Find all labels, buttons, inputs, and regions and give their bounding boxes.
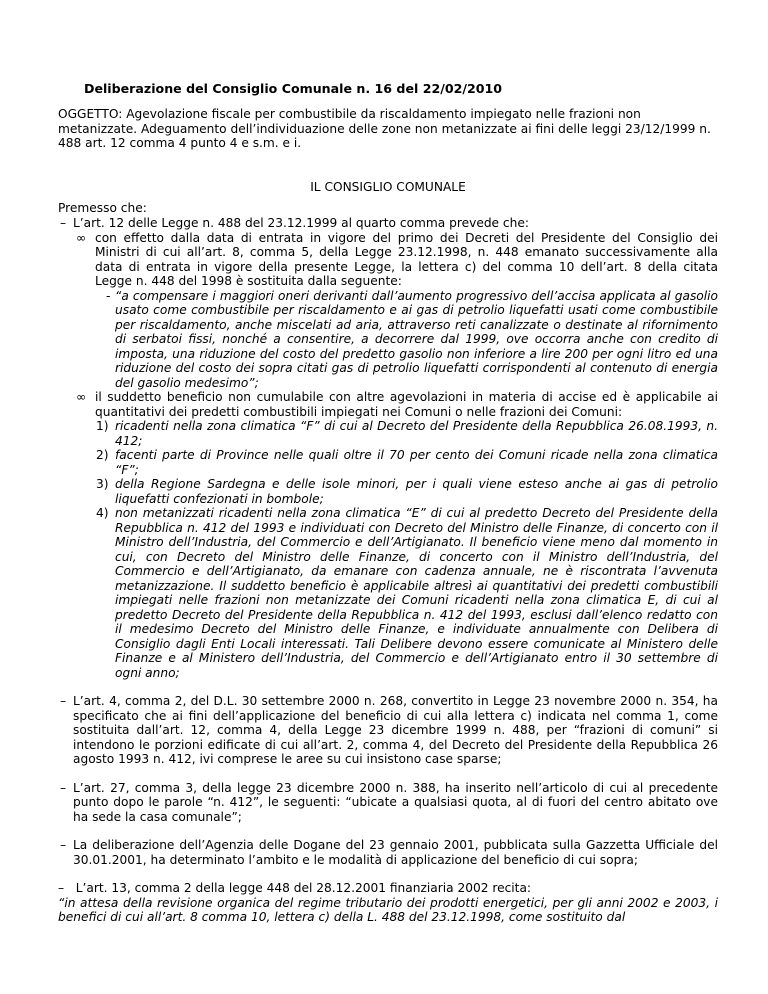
premise-text: L’art. 4, comma 2, del D.L. 30 settembre 2000 n. 268, convertito in Legge 23 novembre 2000 n. 354, ha specificato che ai fini dell’applicazione del beneficio di cui alla lettera c) indicata nel comma 1, come sostituita dall’art. 12, comma 4, della Legge 23 dicembre 1999 n. 488, per “frazioni di comuni” si intendono le porzioni edificate di cui all’art. 2, comma 4, del Decreto del Presidente della Repubblica 26 agosto 1993 n. 412, ivi comprese le aree su cui insistono case sparse;: [73, 694, 718, 766]
bullet-item-1: [58, 231, 718, 289]
numbered-text: della Regione Sardegna e delle isole minori, per i quali viene esteso anche ai gas di petrolio liquefatti confezionati in bombole;: [115, 477, 718, 506]
premise-text: L’art. 12 delle Legge n. 488 del 23.12.1999 al quarto comma prevede che:: [73, 216, 529, 230]
dash-marker: –: [60, 780, 67, 795]
numbered-item-4: [58, 506, 718, 680]
dash-marker: –: [60, 694, 67, 708]
number-marker: 2): [96, 448, 109, 462]
premesso-label: Premesso che:: [58, 201, 147, 215]
quote-text: “in attesa della revisione organica del regime tributario dei prodotti energetici, per gli anni 2002 e 2003, i benefici di cui all’art. 8 comma 10, lettera c) della L. 488 del 23.12.1998, come sostituito dal: [58, 895, 718, 924]
bullet-item-2: [58, 390, 718, 419]
premise-item-3: [58, 781, 718, 825]
bullet-text: con effetto dalla data di entrata in vigore del primo dei Decreti del Presidente del Consiglio dei Ministri di cui all’art. 8, comma 5, della Legge 23.12.1998, n. 448 emanato successivamente alla data di entrata in vigore della presente Legge, la lettera c) del comma 10 dell’art. 8 della citata Legge n. 448 del 1998 è sostituita dalla seguente:: [95, 230, 718, 288]
quoted-provision: [58, 289, 718, 391]
bullet-marker: ∞: [76, 390, 87, 404]
premises-list: [58, 216, 718, 925]
premise-text: La deliberazione dell’Agenzia delle Dogane del 23 gennaio 2001, pubblicata sulla Gazzetta Ufficiale del 30.01.2001, ha determinato l’ambito e le modalità di applicazione del beneficio di cui sopra;: [73, 838, 718, 867]
subject-paragraph: OGGETTO: Agevolazione fiscale per combustibile da riscaldamento impiegato nelle frazioni non metanizzate. Adeguamento dell’individuazione delle zone non metanizzate ai fini delle leggi 23/12/1999 n. 488 art. 12 comma 4 punto 4 e s.m. e i.: [58, 107, 711, 150]
premise-text: L’art. 13, comma 2 della legge 448 del 28.12.2001 finanziaria 2002 recita:: [75, 881, 532, 895]
number-marker: 1): [96, 419, 109, 433]
numbered-text: facenti parte di Province nelle quali oltre il 70 per cento dei Comuni ricade nella zona climatica “F”;: [115, 448, 718, 477]
document-title: Deliberazione del Consiglio Comunale n. 16 del 22/02/2010: [84, 81, 502, 96]
numbered-item-1: [58, 419, 718, 448]
quote-dash-marker: -: [106, 288, 111, 303]
dash-marker: –: [60, 838, 67, 852]
premise-item-2: [58, 694, 718, 767]
premise-text: L’art. 27, comma 3, della legge 23 dicembre 2000 n. 388, ha inserito nell’articolo di cui al precedente punto dopo le parole “n. 412”, le seguenti: “ubicate a qualsiasi quota, al di fuori del centro abitato ove ha sede la casa comunale”;: [73, 780, 718, 824]
premise-item-1: [58, 216, 718, 231]
dash-marker: –: [60, 216, 67, 230]
premise-item-5: [58, 881, 718, 925]
numbered-item-3: [58, 477, 718, 506]
bullet-text: il suddetto beneficio non cumulabile con altre agevolazioni in materia di accise ed è applicabile ai quantitativi dei predetti combustibili impiegati nei Comuni o nelle frazioni dei Comuni:: [95, 390, 718, 419]
number-marker: 3): [96, 477, 109, 491]
dash-marker: –: [58, 881, 65, 895]
premise-item-4: [58, 838, 718, 867]
bullet-marker: ∞: [76, 230, 87, 245]
number-marker: 4): [96, 506, 109, 520]
council-heading: IL CONSIGLIO COMUNALE: [310, 180, 466, 194]
quote-text: “a compensare i maggiori oneri derivanti dall’aumento progressivo dell’accisa applicata al gasolio usato come combustibile per riscaldamento e ai gas di petrolio liquefatti usati come combustibile per riscaldamento, anche miscelati ad aria, attraverso reti canalizzate o destinate al rifornimento di serbatoi fissi, nonché a consentire, a decorrere dal 1999, ove occorra anche con credito di imposta, una riduzione del costo del predetto gasolio non inferiore a lire 200 per ogni litro ed una riduzione del costo dei sopra citati gas di petrolio liquefatti corrispondenti al contenuto di energia del gasolio medesimo”;: [115, 288, 718, 390]
numbered-text: non metanizzati ricadenti nella zona climatica “E” di cui al predetto Decreto del Presidente della Repubblica n. 412 del 1993 e individuati con Decreto del Ministro delle Finanze, di concerto con il Ministro dell’Industria, del Commercio e dell’Artigianato. Il beneficio viene meno dal momento in cui, con Decreto del Ministro delle Finanze, di concerto con il Ministro dell’Industria, del Commercio e dell’Artigianato, da emanare con cadenza annuale, ne è riscontrata l’avvenuta metanizzazione. Il suddetto beneficio è applicabile altresì ai quantitativi dei predetti combustibili impiegati nelle frazioni non metanizzate dei Comuni ricadenti nella zona climatica E, di cui al predetto Decreto del Presidente della Repubblica n. 412 del 1993, esclusi dall’elenco redatto con il medesimo Decreto del Ministro delle Finanze, e individuate annualmente con Delibera di Consiglio dagli Enti Locali interessati. Tali Delibere devono essere comunicate al Ministero delle Finanze e al Ministero dell’Industria, del Commercio e dell’Artigianato entro il 30 settembre di ogni anno;: [115, 506, 718, 680]
numbered-item-2: [58, 448, 718, 477]
numbered-text: ricadenti nella zona climatica “F” di cui al Decreto del Presidente della Repubblica 26.08.1993, n. 412;: [115, 419, 718, 448]
